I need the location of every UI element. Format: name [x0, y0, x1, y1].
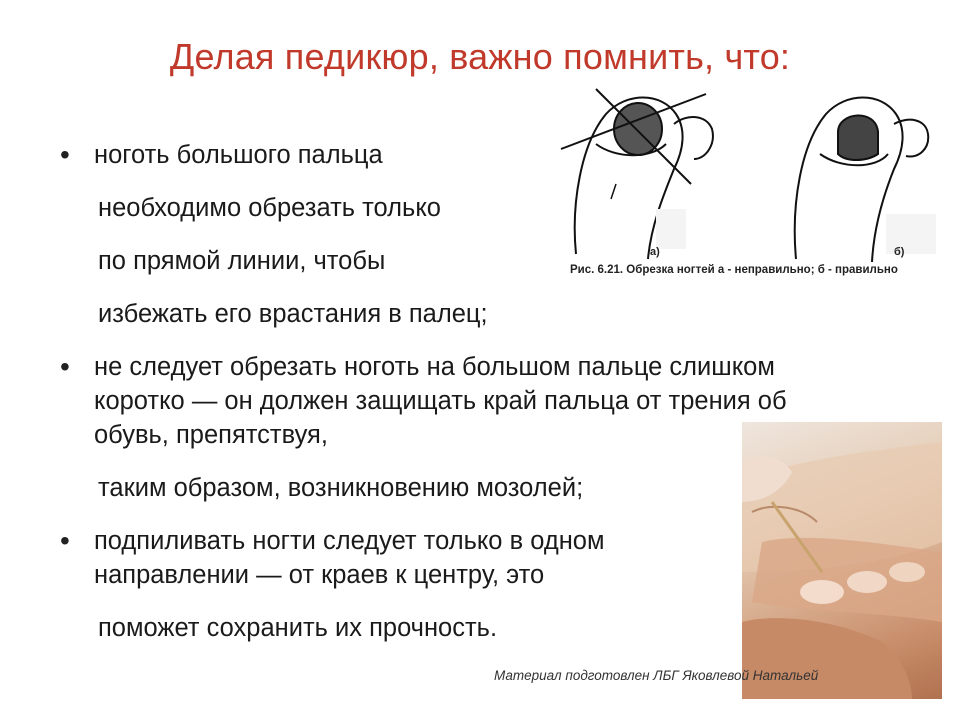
figure-caption: Рис. 6.21. Обрезка ногтей а - неправильно; б - правильно — [570, 264, 898, 276]
nail-cutting-figure — [556, 84, 950, 296]
pedicure-photo-illustration — [742, 422, 942, 699]
footer-note: Материал подготовлен ЛБГ Яковлевой Натальей — [494, 668, 819, 683]
bullet-1-line-1: • ноготь большого пальца — [60, 138, 820, 172]
pedicure-photo — [742, 422, 942, 699]
bullet-3-continuation: поможет сохранить их прочность. — [98, 614, 498, 642]
bullet-1-line-2: необходимо обрезать только — [98, 194, 441, 222]
bullet-3: • подпиливать ногти следует только в одном направлении — от краев к центру, это — [60, 524, 734, 592]
bullet-2: • не следует обрезать ноготь на большом пальце слишком коротко — он должен защищать край пальца от трения об обувь, препятствуя, — [60, 350, 814, 452]
label-a: а) — [650, 246, 660, 258]
label-b: б) — [894, 246, 905, 258]
toe-wrong-drawing — [575, 98, 713, 260]
bullet-2-continuation: таким образом, возникновению мозолей; — [98, 474, 584, 502]
bullet-1-line-4: избежать его врастания в палец; — [98, 300, 488, 328]
slide-title: Делая педикюр, важно помнить, что: — [169, 36, 791, 77]
bullet-1-line-3: по прямой линии, чтобы — [98, 247, 386, 275]
